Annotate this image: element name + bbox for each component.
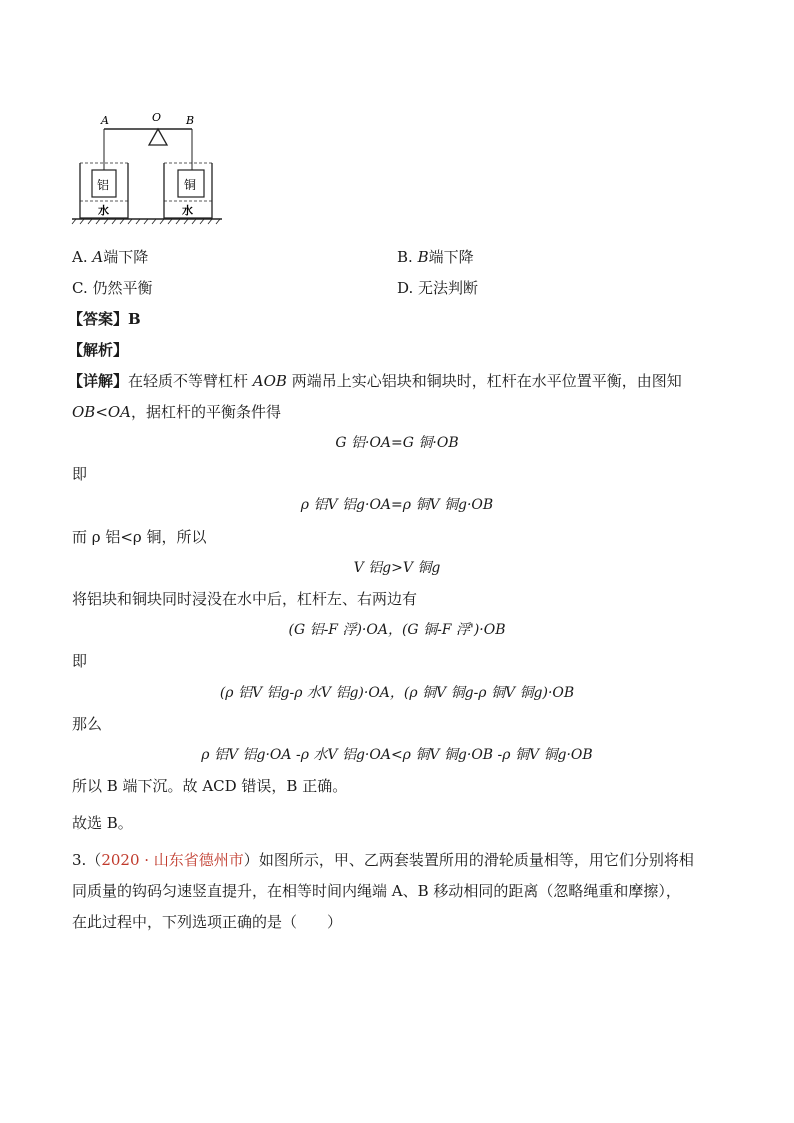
- formula-3: V 铝g>V 铜g: [353, 560, 441, 576]
- text-er: 而 ρ 铝<ρ 铜，所以: [72, 528, 207, 546]
- label-a: A: [101, 114, 109, 127]
- right-water-label: 水: [182, 204, 193, 217]
- left-block-label: 铝: [97, 178, 110, 192]
- formula-4: (G 铝-F 浮)·OA，(G 铜-F 浮')·OB: [288, 622, 506, 638]
- question-3-line-3: 在此过程中，下列选项正确的是（ ）: [72, 913, 343, 931]
- question-3-line-2: 同质量的钩码匀速竖直提升，在相等时间内绳端 A、B 移动相同的距离（忽略绳重和摩擦），: [72, 882, 681, 900]
- text-jiang: 将铝块和铜块同时浸没在水中后，杠杆左、右两边有: [72, 590, 418, 608]
- choice-a: A. A端下降: [72, 248, 149, 266]
- analysis-header: 【解析】: [68, 341, 129, 359]
- text-ji-1: 即: [72, 465, 88, 483]
- question-3-line-1: 3.（2020 · 山东省德州市）如图所示，甲、乙两套装置所用的滑轮质量相等，用它们分别将相: [72, 851, 694, 869]
- formula-1: G 铝·OA=G 铜·OB: [335, 435, 459, 451]
- answer-line: 【答案】B: [68, 310, 141, 328]
- formula-5: (ρ 铝V 铝g-ρ 水V 铝g)·OA，(ρ 铜V 铜g-ρ 铜V 铜g)·OB: [219, 685, 575, 701]
- text-name: 那么: [72, 715, 103, 733]
- left-water-label: 水: [98, 204, 109, 217]
- right-block-label: 铜: [184, 178, 197, 192]
- detail-line-1: 【详解】在轻质不等臂杠杆 AOB 两端吊上实心铝块和铜块时，杠杆在水平位置平衡，由图知: [68, 372, 682, 390]
- conclusion: 所以 B 端下沉。故 ACD 错误，B 正确。: [72, 777, 348, 795]
- label-o: O: [152, 111, 162, 124]
- label-b: B: [186, 114, 195, 127]
- final-choice: 故选 B。: [72, 814, 133, 832]
- choice-b: B. B端下降: [397, 248, 474, 266]
- question-3-source: 2020 · 山东省德州市: [101, 851, 244, 869]
- detail-line-2: OB<OA，据杠杆的平衡条件得: [72, 403, 282, 421]
- choice-d: D. 无法判断: [397, 279, 479, 297]
- formula-6: ρ 铝V 铝g·OA -ρ 水V 铝g·OA<ρ 铜V 铜g·OB -ρ 铜V 铜g·OB: [201, 747, 593, 763]
- formula-2: ρ 铝V 铝g·OA=ρ 铜V 铜g·OB: [300, 497, 494, 513]
- choice-c: C. 仍然平衡: [72, 279, 153, 297]
- lever-figure: [70, 108, 222, 226]
- text-ji-2: 即: [72, 652, 88, 670]
